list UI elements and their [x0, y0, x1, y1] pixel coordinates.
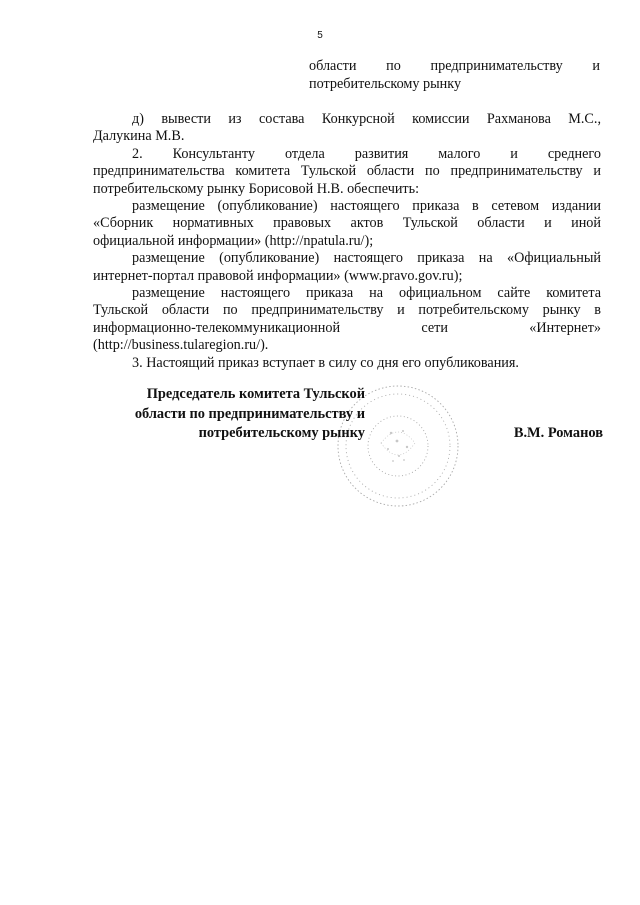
signatory-title [108, 385, 365, 444]
item-2-line-3: потребительскому рынку Борисовой Н.В. обеспечить: [93, 180, 420, 197]
order-body [93, 111, 601, 372]
header-addressee-line-1: области по предпринимательству и [309, 58, 600, 74]
publication-3-line-4: (http://business.tularegion.ru/). [93, 337, 269, 354]
item-3-paragraph [93, 355, 601, 372]
signatory-title-line-1: Председатель комитета Тульской [146, 386, 365, 402]
item-d-line-1: д) вывести из состава Конкурсной комиссии Рахманова М.С., [132, 111, 601, 127]
publication-2-line-2: интернет-портал правовой информации» (www.pravo.gov.ru); [93, 267, 463, 284]
publication-2-paragraph [93, 250, 601, 285]
item-3-line: 3. Настоящий приказ вступает в силу со дня его опубликования. [132, 354, 519, 371]
item-2-paragraph [93, 146, 601, 198]
item-d-line-2: Далукина М.В. [93, 128, 185, 145]
signatory-name: В.М. Романов [513, 425, 603, 441]
publication-1-line-3: официальной информации» (http://npatula.ru/); [93, 232, 374, 249]
signatory-title-line-2: области по предпринимательству и [134, 405, 365, 422]
publication-1-paragraph [93, 198, 601, 250]
item-2-line-2: предпринимательства комитета Тульской области по предпринимательству и [93, 163, 601, 180]
item-d-paragraph [93, 111, 601, 146]
publication-3-paragraph [93, 285, 601, 355]
publication-3-line-3: информационно-телекоммуникационной сети «Интернет» [93, 319, 601, 336]
publication-1-line-2: «Сборник нормативных правовых актов Тульской области и иной [93, 215, 601, 232]
publication-3-line-2: Тульской области по предпринимательству и потребительскому рынку в [93, 302, 601, 319]
signatory-title-line-3: потребительскому рынку [198, 425, 365, 441]
item-2-line-1: 2. Консультанту отдела развития малого и среднего [132, 145, 601, 162]
publication-3-line-1: размещение настоящего приказа на официальном сайте комитета [132, 285, 601, 302]
page-number: 5 [317, 30, 323, 41]
publication-1-line-1: размещение (опубликование) настоящего приказа в сетевом издании [132, 198, 601, 215]
publication-2-line-1: размещение (опубликование) настоящего приказа на «Официальный [132, 250, 601, 267]
header-addressee-line-2: потребительскому рынку [309, 76, 462, 92]
